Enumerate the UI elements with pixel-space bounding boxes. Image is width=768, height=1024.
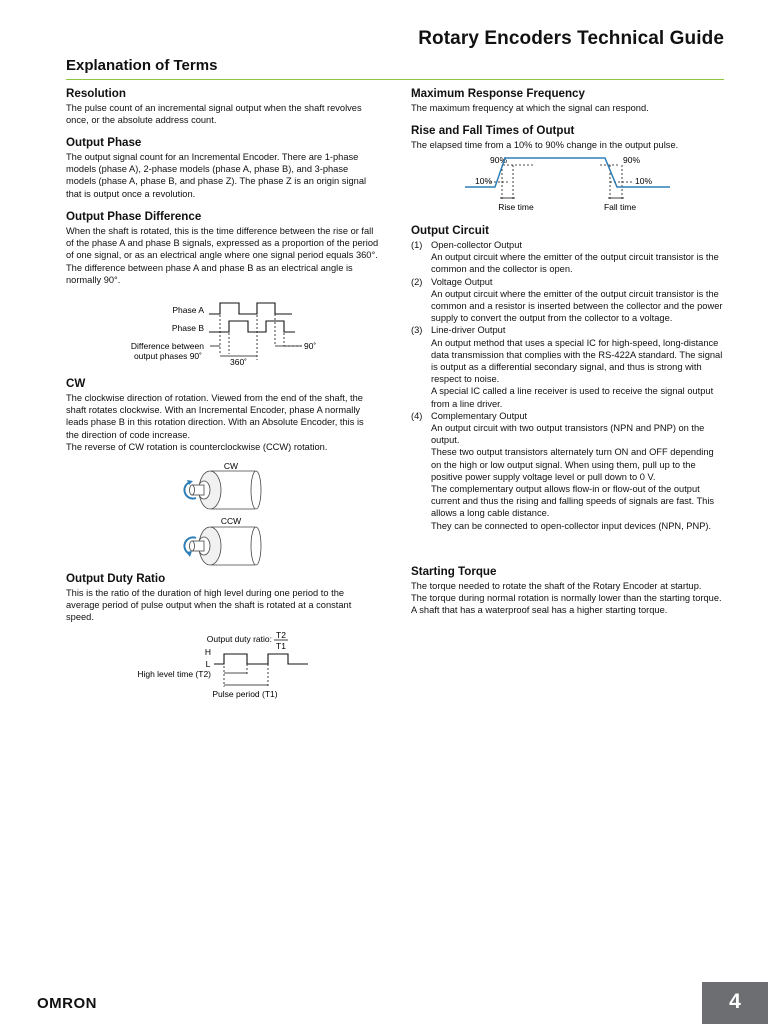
item-number: (3) [411, 325, 423, 336]
duty-ratio-section [66, 572, 379, 624]
max-frequency-heading: Maximum Response Frequency [411, 87, 585, 100]
title-rule [66, 79, 724, 80]
item-number: (4) [411, 410, 423, 421]
cw-text: The clockwise direction of rotation. Viewed from the end of the shaft, the shaft rotates clockwise. With an Incremental Encoder, phase A normally leads phase B in this rotation direction. With an Absolute Encoder, this is the direction of code increase. [66, 393, 364, 440]
starting-torque-text: The torque needed to rotate the shaft of the Rotary Encoder at startup. [411, 581, 702, 591]
item-title: Line-driver Output [431, 325, 506, 336]
phase-difference-heading: Output Phase Difference [66, 210, 202, 223]
item-text: A special IC called a line receiver is used to receive the signal output from a line driver. [431, 386, 714, 409]
fall-time-label: Fall time [603, 202, 637, 212]
max-frequency-section [411, 87, 724, 114]
omron-logo: OMRON [37, 995, 97, 1012]
output-phase-text: The output signal count for an Incremental Encoder. There are 1-phase models (phase A), 2-phase models (phase A, phase B), and 3-phase models (phase A, phase B, and phase Z). The phase Z is an origin signal that is output once a revolution. [66, 152, 367, 199]
phase-difference-text: When the shaft is rotated, this is the time difference between the rise or fall of the phase A and phase B signals, expressed as a proportion of the period of one signal, or as an electrical angle where one signal period equals 360°. [66, 226, 379, 261]
cw-heading: CW [66, 377, 86, 390]
low-level-label: L [205, 659, 211, 669]
item-title: Voltage Output [431, 276, 493, 287]
circuit-item [411, 324, 724, 409]
starting-torque-section [411, 565, 724, 617]
output-circuit-list [411, 239, 724, 532]
circuit-item [411, 410, 724, 532]
phase-a-label: Phase A [172, 305, 204, 315]
starting-torque-heading: Starting Torque [411, 565, 497, 578]
duty-ratio-diagram [130, 628, 330, 702]
duty-ratio-denominator: T1 [276, 641, 286, 651]
duty-ratio-label: Output duty ratio: [206, 634, 272, 644]
resolution-section [66, 87, 379, 126]
rise-90-label: 90% [490, 155, 508, 165]
output-phase-section [66, 136, 379, 200]
rise-10-label: 10% [475, 176, 493, 186]
item-text: An output method that uses a special IC for high-speed, long-distance data transmission that complies with the RS-422A standard. The signal is output as a differential secondary signal, and thus is strong with respect to noise. [431, 337, 723, 385]
phase-difference-diagram [110, 298, 340, 370]
rise-fall-heading: Rise and Fall Times of Output [411, 124, 575, 137]
starting-torque-note: The torque during normal rotation is normally lower than the starting torque. A shaft that has a waterproof seal has a higher starting torque. [411, 593, 722, 616]
resolution-heading: Resolution [66, 87, 126, 100]
page-number: 4 [702, 982, 768, 1024]
angle-90-label: 90˚ [304, 341, 317, 351]
max-frequency-text: The maximum frequency at which the signal can respond. [411, 103, 649, 113]
rise-time-label: Rise time [498, 202, 534, 212]
angle-360-label: 360˚ [230, 357, 248, 367]
item-text: An output circuit where the emitter of the output circuit transistor is the common and the collector is open. [431, 252, 719, 275]
rise-fall-diagram [445, 152, 685, 214]
fall-10-label: 10% [635, 176, 653, 186]
rotation-diagram [180, 458, 270, 570]
rise-fall-section [411, 124, 724, 151]
cw-label: CW [223, 461, 239, 471]
item-text: These two output transistors alternately turn ON and OFF depending on the high or low output signal. When using them, pull up to the positive power supply voltage level or pull down to 0 V. [431, 447, 714, 482]
item-text: The complementary output allows flow-in or flow-out of the output current and thus the rising and falling speeds of signals are fast. This allows a long cable distance. [431, 484, 715, 519]
item-text: An output circuit with two output transistors (NPN and PNP) on the output. [431, 423, 705, 446]
phase-b-label: Phase B [171, 323, 204, 333]
fall-90-label: 90% [623, 155, 641, 165]
duty-ratio-numerator: T2 [276, 630, 286, 640]
rise-fall-text: The elapsed time from a 10% to 90% change in the output pulse. [411, 140, 679, 150]
high-level-time-label: High level time (T2) [137, 669, 211, 679]
item-number: (1) [411, 240, 423, 250]
item-title: Complementary Output [431, 410, 528, 421]
difference-label-line1: Difference between [130, 341, 204, 351]
phase-difference-section [66, 210, 379, 286]
output-circuit-heading: Output Circuit [411, 224, 489, 237]
item-title: Open-collector Output [431, 240, 522, 250]
circuit-item [411, 239, 724, 276]
cw-section [66, 377, 379, 453]
encoder-ccw-icon [184, 527, 261, 565]
duty-ratio-heading: Output Duty Ratio [66, 572, 166, 585]
phase-a-waveform [209, 303, 292, 314]
pulse-period-label: Pulse period (T1) [212, 689, 278, 699]
item-text: They can be connected to open-collector input devices (NPN, PNP). [431, 520, 712, 531]
output-circuit-section [411, 224, 724, 532]
resolution-text: The pulse count of an incremental signal output when the shaft revolves once, or the absolute address count. [66, 103, 362, 126]
high-level-label: H [204, 647, 212, 657]
duty-ratio-text: This is the ratio of the duration of high level during one period to the average period of pulse output when the shaft is rotated at a constant speed. [66, 588, 352, 623]
ccw-note: The reverse of CW rotation is counterclockwise (CCW) rotation. [66, 441, 328, 452]
ccw-label: CCW [220, 516, 242, 526]
section-title: Explanation of Terms [66, 57, 218, 74]
item-text: An output circuit where the emitter of the output circuit transistor is the common and a resistor is inserted between the collector and the power supply to convert the output from the collector to a voltage. [431, 288, 723, 324]
difference-label-line2: output phases 90˚ [133, 351, 202, 361]
circuit-item [411, 276, 724, 325]
phase-b-waveform [209, 321, 295, 332]
encoder-cw-icon [184, 471, 261, 509]
phase-difference-note: The difference between phase A and phase B as an electrical angle is normally 90°. [66, 262, 353, 285]
document-title: Rotary Encoders Technical Guide [418, 28, 724, 49]
output-phase-heading: Output Phase [66, 136, 142, 149]
duty-waveform [214, 654, 308, 664]
item-number: (2) [411, 276, 423, 287]
